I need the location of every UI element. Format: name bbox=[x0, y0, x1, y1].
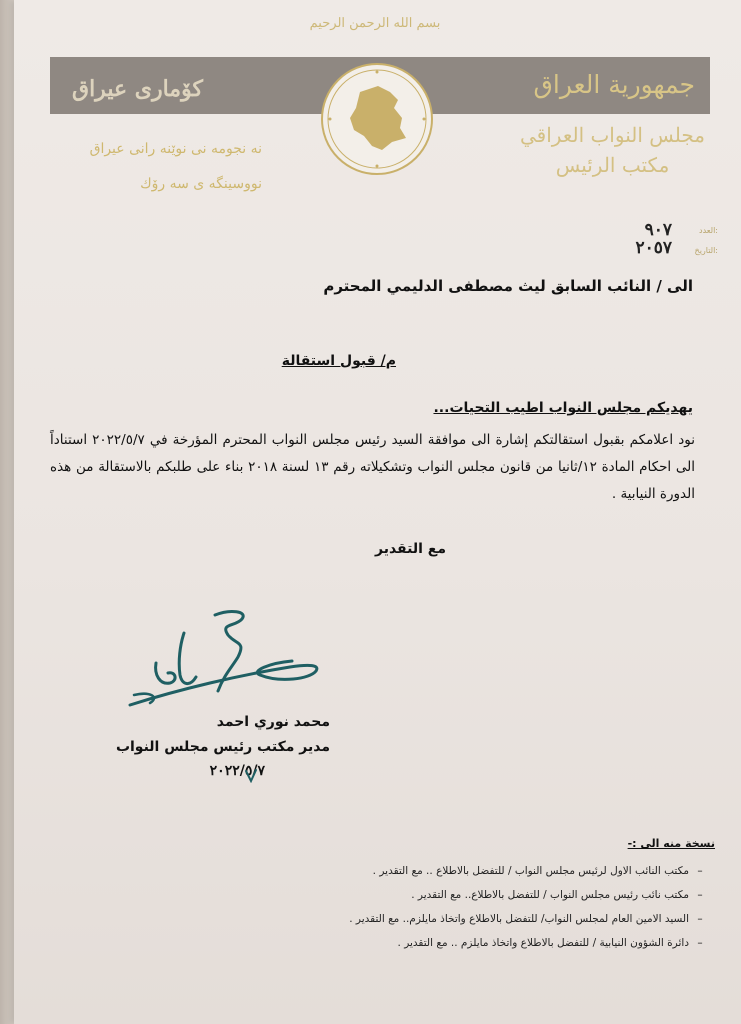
copies-list-item bbox=[291, 859, 711, 883]
copies-item-text: دائرة الشؤون النيابية / للتفضل بالاطلاع واتخاذ مايلزم .. مع التقدير . bbox=[397, 937, 689, 949]
dash-bullet: – bbox=[697, 889, 703, 901]
ref-date-label: التاريخ: bbox=[694, 246, 718, 255]
arabic-title: جمهورية العراق bbox=[533, 70, 695, 99]
copies-list bbox=[291, 859, 711, 955]
copies-list-item bbox=[291, 883, 711, 907]
kurdish-subtitle bbox=[62, 132, 262, 202]
iraq-map-emblem-icon bbox=[320, 62, 434, 176]
subject-line: م/ قبول استقالة bbox=[281, 353, 396, 369]
ref-date: ٢٠٥٧ bbox=[635, 238, 672, 258]
signature-date: ٢٠٢٢/٥/٧ bbox=[209, 763, 265, 779]
basmala: بسم الله الرحمن الرحيم bbox=[309, 16, 441, 31]
kurdish-subtitle-line-2: نووسينگه ى سه رۆك bbox=[140, 176, 262, 192]
handwritten-signature bbox=[120, 605, 335, 717]
handwritten-check-mark bbox=[244, 768, 258, 783]
letter-body: نود اعلامكم بقبول استقالتكم إشارة الى موافقة السيد رئيس مجلس النواب المحترم المؤرخة في ٢٠٢٢/٥/٧ استناداً الى احكام المادة ١٢/ثانيا من قانون مجلس النواب وتشكيلاته رقم ١٣ لسنة ٢٠١٨ بناء على طلبكم بالاستقالة من هذه الدورة النيابية . bbox=[50, 432, 695, 502]
arabic-subtitle bbox=[520, 120, 705, 180]
signer-title: مدير مكتب رئيس مجلس النواب bbox=[115, 739, 330, 755]
copies-title: نسخة منه الى :- bbox=[627, 837, 715, 850]
ref-number-label: العدد: bbox=[699, 226, 718, 235]
copies-item-text: مكتب نائب رئيس مجلس النواب / للتفضل بالاطلاع.. مع التقدير . bbox=[411, 889, 689, 901]
copies-item-text: مكتب النائب الاول لرئيس مجلس النواب / للتفضل بالاطلاع .. مع التقدير . bbox=[372, 865, 689, 877]
greeting-line: يهديكم مجلس النواب اطيب التحيات... bbox=[433, 400, 693, 416]
arabic-subtitle-line-1: مجلس النواب العراقي bbox=[520, 123, 705, 147]
ref-number: ٩٠٧ bbox=[644, 220, 672, 240]
kurdish-title: كۆمارى عيراق bbox=[72, 76, 203, 102]
dash-bullet: – bbox=[697, 913, 703, 925]
dash-bullet: – bbox=[697, 865, 703, 877]
signer-name: محمد نوري احمد bbox=[216, 714, 330, 730]
page-edge-shadow bbox=[0, 0, 14, 1024]
recipient-line: الى / النائب السابق ليث مصطفى الدليمي المحترم bbox=[323, 277, 693, 295]
reference-block bbox=[520, 222, 718, 262]
copies-item-text: السيد الامين العام لمجلس النواب/ للتفضل بالاطلاع واتخاذ مايلزم.. مع التقدير . bbox=[349, 913, 689, 925]
dash-bullet: – bbox=[697, 937, 703, 949]
arabic-subtitle-line-2: مكتب الرئيس bbox=[555, 153, 670, 177]
kurdish-subtitle-line-1: نه نجومه نى نوێنه رانى عيراق bbox=[89, 141, 262, 157]
copies-list-item bbox=[291, 931, 711, 955]
copies-list-item bbox=[291, 907, 711, 931]
closing-line: مع التقدير bbox=[374, 541, 446, 557]
